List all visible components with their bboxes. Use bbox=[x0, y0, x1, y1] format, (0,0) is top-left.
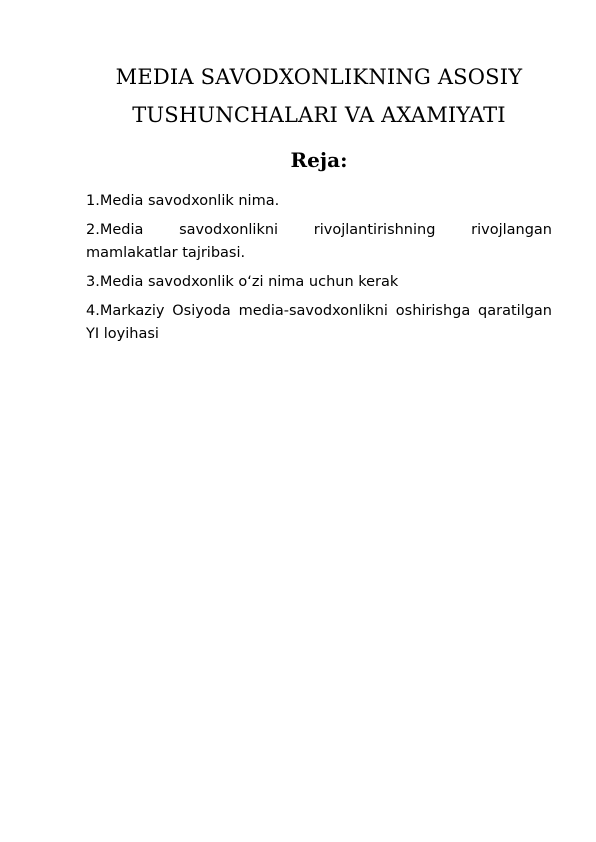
plan-item-1: 1.Media savodxonlik nima. bbox=[86, 193, 280, 209]
plan-item-2: 2.Media savodxonlikni rivojlantirishning rivojlangan mamlakatlar tajribasi. bbox=[86, 222, 552, 261]
plan-heading: Reja: bbox=[290, 148, 348, 172]
document-title bbox=[86, 58, 552, 134]
title-line-1: MEDIA SAVODXONLIKNING ASOSIY bbox=[115, 65, 523, 89]
plan-list bbox=[86, 190, 552, 352]
plan-item-3: 3.Media savodxonlik o‘zi nima uchun kerak bbox=[86, 274, 399, 290]
plan-item-4: 4.Markaziy Osiyoda media-savodxonlikni oshirishga qaratilgan YI loyihasi bbox=[86, 303, 552, 342]
title-line-2: TUSHUNCHALARI VA AXAMIYATI bbox=[132, 103, 506, 127]
